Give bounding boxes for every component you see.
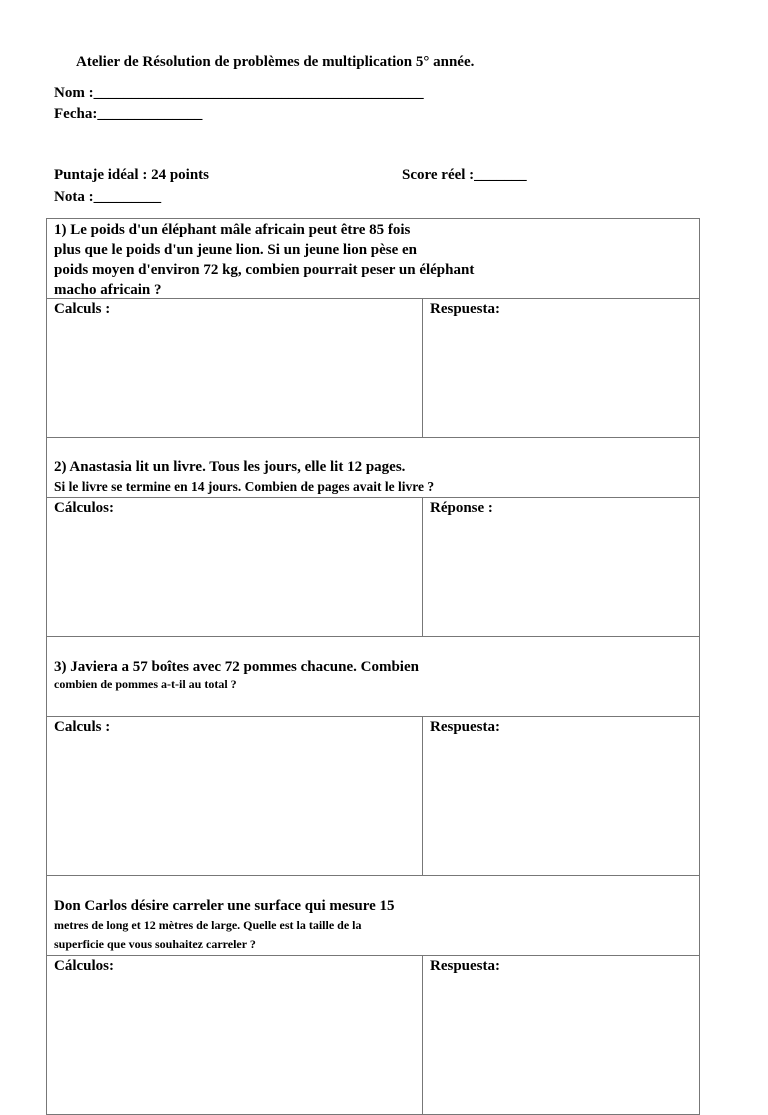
calculations-label: Cálculos: (54, 958, 114, 974)
real-score-field[interactable]: Score réel :_______ (402, 167, 527, 183)
ideal-score: Puntaje idéal : 24 points (54, 167, 210, 183)
answer-area[interactable] (423, 956, 699, 1114)
problem-1-answer-row (46, 298, 700, 438)
grade-field[interactable]: Nota :_________ (54, 189, 162, 205)
problem-3-answer-row (46, 716, 700, 876)
calculations-area[interactable] (47, 717, 423, 875)
problem-line: combien de pommes a-t-il au total ? (54, 677, 237, 691)
calculations-area[interactable] (47, 299, 423, 437)
problem-3-statement (46, 636, 700, 717)
problems-table (46, 218, 701, 1038)
calculations-label: Cálculos: (54, 500, 114, 516)
calculations-area[interactable] (47, 498, 423, 636)
answer-area[interactable] (423, 498, 699, 636)
problem-2-statement (46, 437, 700, 498)
problem-line: 1) Le poids d'un éléphant mâle africain peut être 85 fois (54, 222, 411, 238)
problem-line: superficie que vous souhaitez carreler ? (54, 937, 256, 951)
problem-line: 2) Anastasia lit un livre. Tous les jours, elle lit 12 pages. (54, 459, 406, 475)
problem-line: Don Carlos désire carreler une surface qui mesure 15 (54, 898, 395, 914)
problem-4-answer-row (46, 955, 700, 1115)
calculations-area[interactable] (47, 956, 423, 1114)
problem-line: macho africain ? (54, 282, 162, 298)
answer-label: Respuesta: (430, 958, 500, 974)
problem-2-answer-row (46, 497, 700, 637)
answer-area[interactable] (423, 717, 699, 875)
problem-line: plus que le poids d'un jeune lion. Si un jeune lion pèse en (54, 242, 418, 258)
problem-line: poids moyen d'environ 72 kg, combien pourrait peser un éléphant (54, 262, 475, 278)
problem-line: metres de long et 12 mètres de large. Quelle est la taille de la (54, 918, 362, 932)
problem-line: 3) Javiera a 57 boîtes avec 72 pommes chacune. Combien (54, 659, 419, 675)
answer-label: Réponse : (430, 500, 493, 516)
answer-label: Respuesta: (430, 719, 500, 735)
calculations-label: Calculs : (54, 301, 111, 317)
worksheet-title: Atelier de Résolution de problèmes de multiplication 5° année. (76, 54, 475, 70)
answer-area[interactable] (423, 299, 699, 437)
name-field[interactable]: Nom :____________________________________________ (54, 85, 424, 101)
problem-line: Si le livre se termine en 14 jours. Combien de pages avait le livre ? (54, 479, 435, 494)
problem-1-statement (46, 218, 700, 299)
problem-4-statement (46, 875, 700, 956)
answer-label: Respuesta: (430, 301, 500, 317)
date-field[interactable]: Fecha:______________ (54, 106, 203, 122)
calculations-label: Calculs : (54, 719, 111, 735)
